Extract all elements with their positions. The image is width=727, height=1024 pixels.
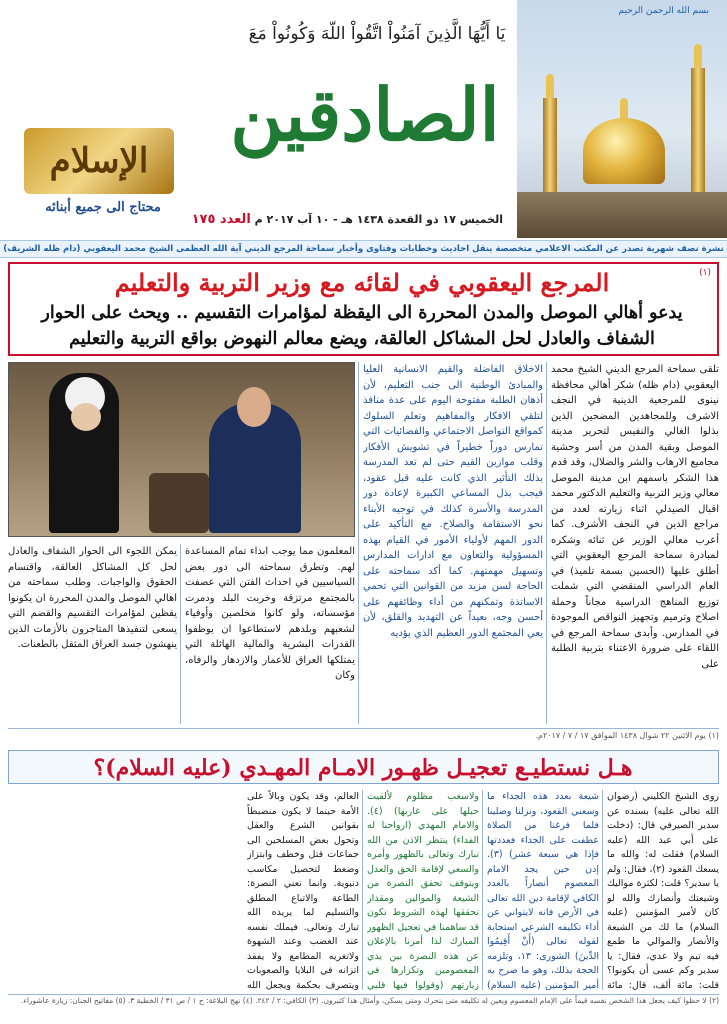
column-divider — [546, 362, 547, 724]
column-divider — [482, 790, 483, 990]
quran-verse: يَا أَيُّهَا الَّذِينَ آمَنُواْ اتَّقُواْ اللّهَ وَكُونُواْ مَعَ — [248, 24, 506, 44]
footnotes: (٢) لا حظوا كيف يجعل هذا الشخص نفسه قيماً على الإمام المعصوم ويعين له تكليفه متى يتحرك ومتى يسكن، وأمثال هذا كثيرون. (٣) الكافي: ٢ / ٢٤٢. (٤) نهج البلاغة: ج ١ / ص ٣١ / الخطبة ٣. (٥) مفاتيح الجنان: زيارة عاشوراء. — [8, 994, 719, 1020]
article-education-minister — [8, 362, 719, 742]
issue-date: الخميس ١٧ ذو القعدة ١٤٣٨ هـ - ١٠ آب ٢٠١٧ م — [254, 213, 503, 226]
minaret-tip — [694, 44, 702, 68]
main-subheadline: يدعو أهالي الموصل والمدن المحررة الى اليقظة لمؤامرات التقسيم .. ويحث على الحوار الشفاف والعادل لحل المشاكل العالقة، ويضع معالم النهوض بواقع التربية والتعليم — [41, 303, 683, 349]
logo-slogan: محتاج الى جميع أبنائه — [45, 200, 161, 215]
minaret-tip — [546, 74, 554, 98]
article-column: يمكن اللجوء الى الحوار الشفاف والعادل لحل كل المشاكل العالقة، واقتسام الحقوق والواجبات. وطلب سماحته من اهالي الموصل والمدن المحررة ان يكونوا يقظين لمؤامرات التقسيم والقضم التي يسعى لتنفيذها المتاجرون بالأزمات الذين ينهشون جسد العراق المثقل بالطعنات. — [8, 546, 177, 650]
article-mahdi — [8, 790, 719, 990]
second-headline-box — [8, 750, 719, 784]
second-headline: هـل نستطيـع تعجيـل ظهـور الامـام المهـدي (عليه السلام)؟ — [93, 755, 633, 781]
shrine-photo — [517, 0, 727, 238]
column-divider — [602, 790, 603, 990]
shrine-base — [517, 192, 727, 238]
islam-logo: الإسلام — [24, 128, 174, 194]
footnote-ref: (١) — [699, 268, 711, 278]
minister-face — [237, 387, 271, 427]
meeting-photo — [8, 362, 355, 537]
article-column: شيعة بعدد هذه الجداء ما وسعني القعود، ونزلنا وصلينا فلما فرغنا من الصلاة عطفت على الجداء فعددتها فإذا هي سبعة عشر) (٣). إذن حين يجد الامام المعصوم أنصاراً بالعدد الكافي لإقامة دين الله تعالى في الأرض فانه لايتواني عن أداء تكليفه الشرعي استجابة لقوله تعالى (أَنْ أَقِيمُوا الدِّينَ) الشورى: ١٣، وتلزمه الحجة بذلك، وهو ما صرح به أمير المؤمنين (عليه السلام) — [487, 791, 599, 990]
article-column: ولاسغب مظلوم لألقيت حبلها على غاربها) (٤). والامام المهدي (ارواحنا له الفداء) ينتظر الاذن من الله تبارك وتعالى بالظهور وأمره والسعي لإقامة الحق والعدل ويتوقف تحقق النصرة من الشيعة والموالين ومقدار تحققها لهذه الشروط نكون قد ساهمنا في تعجيل الظهور المبارك لذا أمرنا بالإعلان عن هذه النصرة بين يدي المعصومين وتكرارها في زيارتهم (وقولوا فيها قلبي — [367, 791, 479, 990]
newspaper-title: الصادقين — [230, 72, 500, 157]
column-divider — [362, 790, 363, 990]
issue-number: العدد ١٧٥ — [191, 212, 251, 227]
article-column: روى الشيخ الكليني (رضوان الله تعالى عليه) بسنده عن سدير الصيرفي قال: (دخلت على أبي عبد الله (عليه السلام) فقلت له: والله ما يسعك القعود (٢)، فقال: ولم يا سدير؟ قلت: لكثرة مواليك وشيعتك وأنصارك والله لو كان لأمير المؤمنين (عليه السلام) ما لك من الشيعة والأنصار والموالي ما طمع فيه تيم ولا عدي، فقال: يا سدير وكم عسى أن يكونوا؟ قلت: مائة ألف، قال: مائة — [607, 791, 719, 990]
article-column: العالم، وقد يكون وبالاً على الأمة حينما لا يكون منضبطاً بقوانين الشرع والعقل وتحول بعض المسلحين الى جماعات قتل وخطف وابتزاز وضغط لتحصيل مكاسب دنيوية. وانما تعني النصرة: الطاعة والاتباع المطلق والتسليم لما يريده الله تبارك وتعالى. فيملك نفسه عند الغضب وعند الشهوة ولاتغريه المطامع ولا يفقد اتزانه في البلايا والصعوبات ويتصرف بحكمة ويجعل الله — [247, 791, 359, 990]
issue-info — [192, 212, 503, 227]
chair — [149, 473, 209, 533]
masthead — [0, 0, 727, 238]
footnote: (١) يوم الاثنين ٢٢ شوال ١٤٣٨ الموافق ١٧ / ٧ / ٢٠١٧م. — [8, 728, 719, 740]
golden-dome — [583, 118, 665, 184]
column-divider — [358, 362, 359, 724]
tagline-bar: نشرة نصف شهرية تصدر عن المكتب الاعلامي متخصصة بنقل احاديث وخطابات وفتاوى وأخبار سماحة المرجع الديني آية الله العظمى الشيخ محمد اليعقوبي (دام ظله الشريف) — [0, 240, 727, 258]
article-column: الاخلاق الفاضلة والقيم الانسانية العليا والمبادئ الوطنية الى جنب التعليم، لأن أذهان الطلبة مفتوحة اليوم على عدة منافذ لتلقي الافكار والمفاهيم وتعلم السلوك كمواقع التواصل الاجتماعي والفضائيات التي تمارس دوراً خطيراً في تشويش الأفكار وقلب موازين القيم حتى لم تعد المدرسة بذلك التأثير الذي كانت عليه قبل عقود، فيجب بذل المساعي الكبيرة لإعادة دور المدرسة والأسرة كذلك في توجيه الأبناء نحو الاستقامة والصلاح. مع التأكيد على الدور المهم لأولياء الأمور في القيام بهذه المسؤولية والتعاون مع ادارات المدارس وتسهيل مهمتهم. كما أكد سماحته على الحاجة لسن مزيد من القوانين التي تحمي الاساتذة وتمكنهم من أداء وظائفهم على أحسن وجه، بعيداً عن التهديد والقلق، لأن يعي المجتمع الدور العظيم الذي يؤديه — [363, 364, 543, 639]
column-divider — [180, 544, 181, 724]
article-column: المعلمون مما يوجب ابداء تمام المساعدة لهم. وتطرق سماحته الى دور بعض السياسيين في احداث الفتن التي عصفت بالمجتمع مرتزقة وخربت البلد ودمرت مؤسساته، ولو كانوا مخلصين وأوفياء لشعبهم وبلدهم لاستطاعوا ان يوظفوا القدرات البشرية والمالية الهائلة التي يمتلكها العراق للأعمار والازدهار والرفاه، وكان — [185, 546, 355, 681]
main-headline: المرجع اليعقوبي في لقائه مع وزير التربية والتعليم — [114, 268, 610, 297]
main-headline-box — [8, 262, 719, 356]
article-column: تلقى سماحة المرجع الديني الشيخ محمد اليعقوبي (دام ظله) شكر أهالي محافظة نينوى للمرجعية الدينية في النجف الاشرف وللمجاهدين المضحين الذين بذلوا الغالي والنفيس لتحرير مدينة الموصل وبقية المدن من أسر وحشية مجاميع الارهاب والشر والضلال، وقد قدم هذا الشكر باسمهم ابن مدينة الموصل معالي وزير التربية والتعليم الدكتور محمد اقبال الصيدلي اثناء زيارته لعدد من مراجع الدين في النجف الأشرف. كما أعرب معالي الوزير عن ثنائه وشكره لمبادرة سماحة المرجع اليعقوبي التي أطلق عليها (الحسين بسمة تلميذ) في العام الدراسي المنقضي التي شملت توزيع المناهج الدراسية مجاناً وحملة اصلاح وترميم وتجهيز النواقص الموجودة في المدارس. وأبدى سماحة المرجع في اللقاء على ضرورة الاعتناء بتربية الطلبة على — [551, 364, 719, 670]
cleric-face — [71, 403, 101, 431]
basmala: بسم الله الرحمن الرحيم — [618, 6, 709, 16]
